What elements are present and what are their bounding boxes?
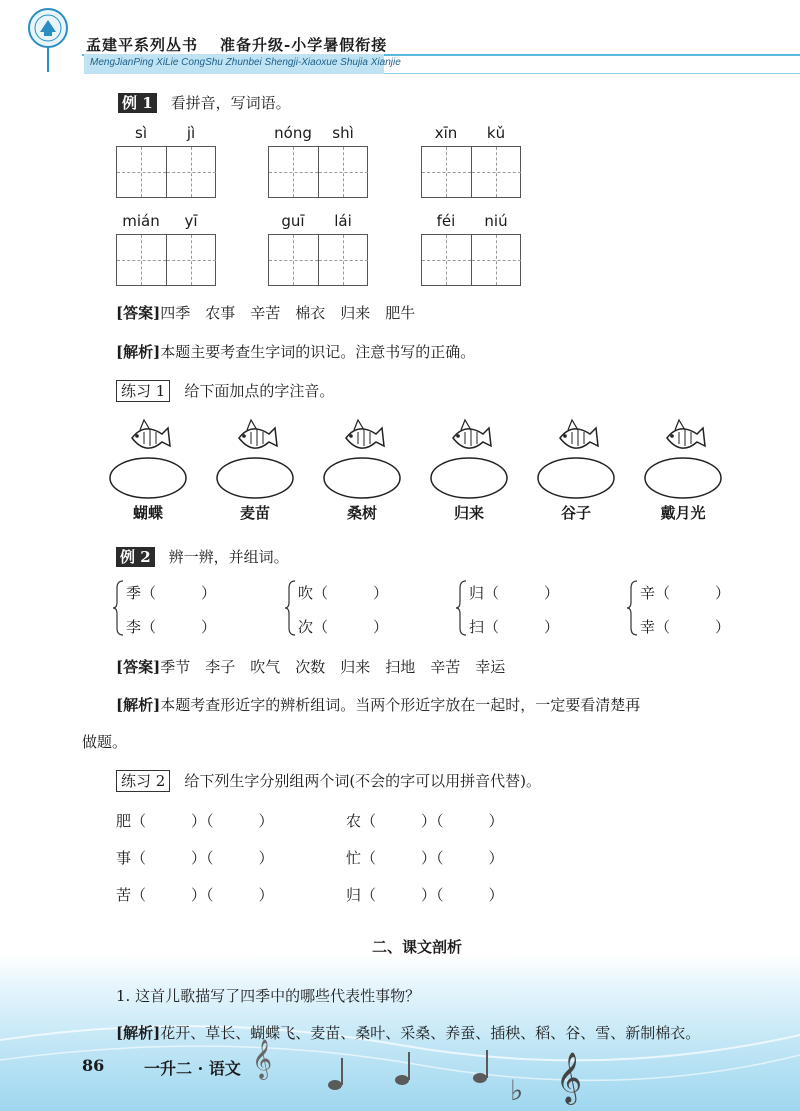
example2-tag: 例 2 [116,547,155,567]
answer-ellipse[interactable] [538,458,614,498]
practice2-tag: 练习 2 [116,770,170,792]
pinyin-text: yī [184,212,198,230]
header-english-line: MengJianPing XiLie CongShu Zhunbei Shengji-Xiaoxue Shujia Xianjie [90,57,401,68]
svg-text:𝄞: 𝄞 [556,1052,583,1103]
pair-bottom[interactable]: 扫（ ） [469,618,560,636]
pinyin-text: sì [135,124,147,142]
pinyin-text: féi [436,212,456,230]
brace-icon [455,580,467,636]
answer-ellipse[interactable] [324,458,400,498]
fish-icon [633,416,733,506]
example1-answer [116,302,415,323]
analysis-label: [解析] [116,1024,161,1042]
brace-icon [284,580,296,636]
pair-bottom[interactable]: 次（ ） [298,618,389,636]
answer-ellipse[interactable] [217,458,293,498]
writing-grid[interactable] [268,234,368,286]
writing-grid[interactable] [116,146,216,198]
fish-word: 戴月光 [660,504,706,522]
fish-word: 桑树 [346,504,377,522]
pinyin-text: nóng [274,124,312,142]
practice2-row-1-right[interactable]: 农（ ）（ ） [346,812,504,830]
example2-answer [116,656,505,677]
pair-bottom[interactable]: 李（ ） [126,618,217,636]
pinyin-text: xīn [434,124,458,142]
book-title: 准备升级-小学暑假衔接 [220,36,388,54]
practice2-row-3-left[interactable]: 苦（ ）（ ） [116,886,274,904]
writing-grid[interactable] [116,234,216,286]
analysis-label: [解析] [116,696,161,714]
school-logo-icon [22,6,74,74]
series-title: 孟建平系列丛书 [86,36,199,54]
fish-word: 蝴蝶 [132,504,163,522]
pinyin-text: shì [332,124,354,142]
practice2-row-3-right[interactable]: 归（ ）（ ） [346,886,504,904]
brace-icon [112,580,124,636]
fish-icon [205,416,305,506]
pair-bottom[interactable]: 幸（ ） [640,618,731,636]
pinyin-text: kǔ [486,124,506,142]
example1-instruction: 看拼音，写词语。 [170,94,291,112]
pinyin-text: guī [281,212,305,230]
pinyin-text: jì [186,124,196,142]
fish-answer-item [633,416,733,536]
music-notes-decoration-icon [0,1000,800,1111]
fish-answer-item [98,416,198,536]
example2-heading [116,546,289,567]
pair-top[interactable]: 辛（ ） [640,584,731,602]
header-titles [86,34,409,55]
fish-word: 归来 [453,504,484,522]
answer-label: [答案] [116,304,161,322]
example1-tag: 例 1 [118,93,157,113]
practice2-instruction: 给下列生字分别组两个词(不会的字可以用拼音代替)。 [184,772,542,790]
analysis-text: 本题考查形近字的辨析组词。当两个形近字放在一起时，一定要看清楚再 [160,696,641,714]
fish-icon [312,416,412,506]
answer-ellipse[interactable] [431,458,507,498]
analysis-text: 花开、草长、蝴蝶飞、麦苗、桑叶、采桑、养蚕、插秧、稻、谷、雪、新制棉衣。 [160,1024,701,1042]
section-title: 二、课文剖析 [372,938,463,956]
fish-icon [419,416,519,506]
practice1-instruction: 给下面加点的字注音。 [184,382,335,400]
example2-analysis-cont: 做题。 [82,733,128,751]
pinyin-text: niú [484,212,508,230]
practice2-row-1-left[interactable]: 肥（ ）（ ） [116,812,274,830]
fish-answer-item [205,416,305,536]
brace-icon [626,580,638,636]
header-english-band [84,54,401,74]
pair-top[interactable]: 吹（ ） [298,584,389,602]
pinyin-text: lái [334,212,352,230]
answer-text: 季节 李子 吹气 次数 归来 扫地 辛苦 幸运 [160,658,506,676]
svg-text:♭: ♭ [510,1074,524,1107]
analysis-text: 本题主要考查生字词的识记。注意书写的正确。 [160,343,476,361]
fish-answer-item [419,416,519,536]
example1-analysis [116,341,475,362]
fish-icon [98,416,198,506]
pair-top[interactable]: 归（ ） [469,584,560,602]
fish-word: 麦苗 [239,504,270,522]
practice1-tag: 练习 1 [116,380,170,402]
answer-text: 四季 农事 辛苦 棉衣 归来 肥牛 [160,304,416,322]
practice2-row-2-right[interactable]: 忙（ ）（ ） [346,849,504,867]
section-question: 1. 这首儿歌描写了四季中的哪些代表性事物？ [116,987,421,1005]
fish-answer-item [526,416,626,536]
pair-top[interactable]: 季（ ） [126,584,217,602]
practice2-heading [116,770,541,792]
analysis-label: [解析] [116,343,161,361]
svg-text:𝄞: 𝄞 [252,1039,273,1079]
answer-ellipse[interactable] [110,458,186,498]
footer-subtitle: 一升二 · 语文 [144,1059,241,1078]
practice2-row-2-left[interactable]: 事（ ）（ ） [116,849,274,867]
example2-instruction: 辨一辨，并组词。 [168,548,289,566]
pinyin-text: mián [122,212,160,230]
answer-ellipse[interactable] [645,458,721,498]
example2-analysis [116,694,640,715]
section-analysis [116,1022,700,1043]
page-number: 86 [82,1056,105,1075]
fish-word: 谷子 [560,504,591,522]
example1-heading [118,92,291,113]
fish-icon [526,416,626,506]
writing-grid[interactable] [268,146,368,198]
practice1-heading [116,380,334,402]
header-divider-thin [384,73,800,74]
fish-answer-item [312,416,412,536]
writing-grid[interactable] [421,146,521,198]
writing-grid[interactable] [421,234,521,286]
answer-label: [答案] [116,658,161,676]
